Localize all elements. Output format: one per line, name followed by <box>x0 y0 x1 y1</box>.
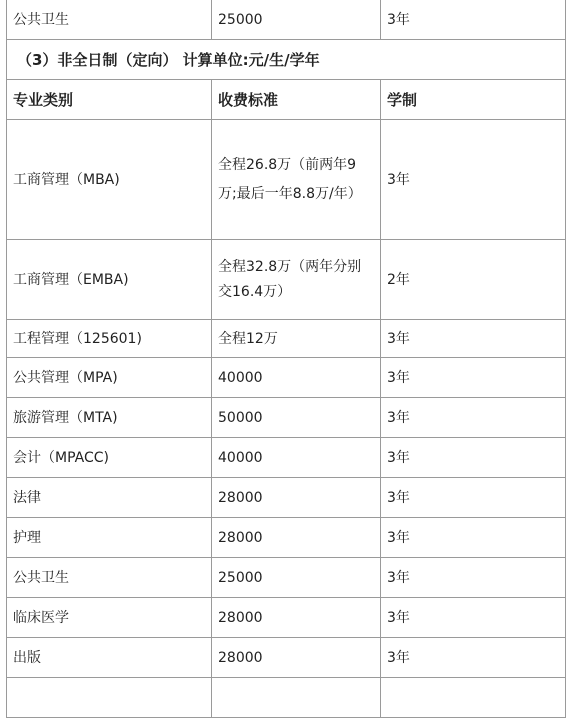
table-row <box>7 678 566 718</box>
tuition-table <box>6 0 566 718</box>
major-cell: 护理 <box>7 518 212 558</box>
table-row <box>7 398 566 438</box>
fee-cell: 50000 <box>212 398 381 438</box>
fee-cell <box>212 678 381 718</box>
table-row <box>7 598 566 638</box>
table-row <box>7 320 566 358</box>
major-cell: 法律 <box>7 478 212 518</box>
fee-cell: 全程12万 <box>212 320 381 358</box>
section-row <box>7 40 566 80</box>
header-duration: 学制 <box>381 80 566 120</box>
duration-cell: 3年 <box>381 518 566 558</box>
fee-cell: 40000 <box>212 438 381 478</box>
table-row <box>7 438 566 478</box>
table-row <box>7 518 566 558</box>
major-cell: 旅游管理（MTA) <box>7 398 212 438</box>
fee-cell: 全程26.8万（前两年9万;最后一年8.8万/年） <box>212 120 381 240</box>
major-cell: 公共卫生 <box>7 558 212 598</box>
table-row <box>7 358 566 398</box>
fee-cell: 28000 <box>212 518 381 558</box>
fee-cell: 全程32.8万（两年分别交16.4万） <box>212 240 381 320</box>
major-cell: 工商管理（MBA) <box>7 120 212 240</box>
table-row <box>7 638 566 678</box>
table-row <box>7 120 566 240</box>
major-cell: 公共卫生 <box>7 0 212 40</box>
major-cell: 工商管理（EMBA) <box>7 240 212 320</box>
duration-cell: 3年 <box>381 398 566 438</box>
major-cell: 临床医学 <box>7 598 212 638</box>
fee-cell: 28000 <box>212 478 381 518</box>
duration-cell: 3年 <box>381 478 566 518</box>
duration-cell: 3年 <box>381 638 566 678</box>
header-fee: 收费标准 <box>212 80 381 120</box>
fee-cell: 28000 <box>212 598 381 638</box>
duration-cell: 3年 <box>381 0 566 40</box>
major-cell: 会计（MPACC) <box>7 438 212 478</box>
header-major: 专业类别 <box>7 80 212 120</box>
duration-cell: 3年 <box>381 320 566 358</box>
duration-cell: 3年 <box>381 438 566 478</box>
table-row <box>7 0 566 40</box>
major-cell: 出版 <box>7 638 212 678</box>
fee-cell: 28000 <box>212 638 381 678</box>
major-cell: 公共管理（MPA) <box>7 358 212 398</box>
table-row <box>7 478 566 518</box>
table-row <box>7 240 566 320</box>
section-title: （3）非全日制（定向） 计算单位:元/生/学年 <box>7 40 566 80</box>
fee-cell: 40000 <box>212 358 381 398</box>
duration-cell <box>381 678 566 718</box>
major-cell <box>7 678 212 718</box>
duration-cell: 3年 <box>381 120 566 240</box>
fee-cell: 25000 <box>212 558 381 598</box>
duration-cell: 3年 <box>381 358 566 398</box>
major-cell: 工程管理（125601) <box>7 320 212 358</box>
duration-cell: 3年 <box>381 598 566 638</box>
duration-cell: 3年 <box>381 558 566 598</box>
header-row <box>7 80 566 120</box>
fee-cell: 25000 <box>212 0 381 40</box>
duration-cell: 2年 <box>381 240 566 320</box>
table-row <box>7 558 566 598</box>
